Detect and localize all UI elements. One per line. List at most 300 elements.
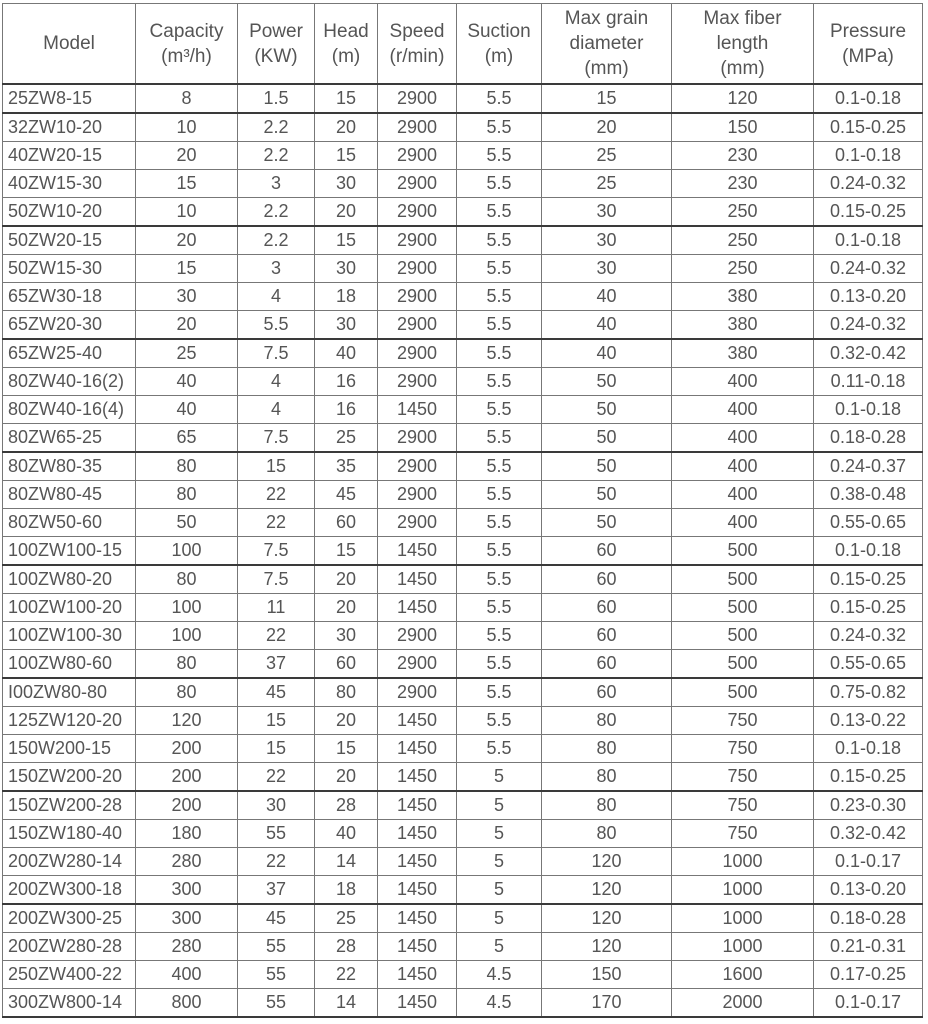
cell-capacity: 100 [136, 622, 238, 650]
cell-model: 200ZW300-25 [3, 904, 136, 933]
cell-speed: 1450 [378, 594, 457, 622]
cell-power: 37 [238, 650, 315, 679]
cell-model: 80ZW80-45 [3, 481, 136, 509]
cell-pressure: 0.13-0.20 [814, 876, 923, 905]
cell-speed: 1450 [378, 876, 457, 905]
cell-head: 14 [315, 989, 378, 1018]
cell-pressure: 0.1-0.18 [814, 735, 923, 763]
cell-capacity: 300 [136, 876, 238, 905]
cell-max-grain-diameter: 30 [542, 198, 672, 227]
pump-spec-table-container [2, 3, 923, 1018]
cell-model: 80ZW40-16(4) [3, 396, 136, 424]
cell-pressure: 0.15-0.25 [814, 594, 923, 622]
header-max-grain-diameter [542, 4, 672, 85]
table-row [3, 255, 923, 283]
cell-pressure: 0.21-0.31 [814, 933, 923, 961]
header-model [3, 4, 136, 85]
cell-speed: 1450 [378, 565, 457, 594]
cell-speed: 1450 [378, 763, 457, 792]
cell-suction: 5.5 [457, 142, 542, 170]
cell-max-fiber-length: 500 [672, 622, 814, 650]
cell-speed: 2900 [378, 311, 457, 340]
cell-model: 65ZW20-30 [3, 311, 136, 340]
cell-max-fiber-length: 500 [672, 594, 814, 622]
cell-pressure: 0.32-0.42 [814, 339, 923, 368]
cell-speed: 1450 [378, 933, 457, 961]
cell-speed: 2900 [378, 113, 457, 142]
table-row [3, 763, 923, 792]
cell-pressure: 0.38-0.48 [814, 481, 923, 509]
cell-max-fiber-length: 380 [672, 339, 814, 368]
table-row [3, 311, 923, 340]
cell-suction: 5.5 [457, 311, 542, 340]
cell-max-grain-diameter: 40 [542, 283, 672, 311]
cell-max-fiber-length: 750 [672, 735, 814, 763]
header-fiber-line-3: (mm) [720, 58, 765, 79]
cell-power: 55 [238, 933, 315, 961]
cell-pressure: 0.15-0.25 [814, 113, 923, 142]
cell-suction: 5.5 [457, 84, 542, 113]
cell-speed: 1450 [378, 989, 457, 1018]
cell-model: 50ZW20-15 [3, 226, 136, 255]
table-row [3, 509, 923, 537]
cell-power: 15 [238, 707, 315, 735]
cell-max-grain-diameter: 120 [542, 933, 672, 961]
cell-speed: 1450 [378, 735, 457, 763]
cell-capacity: 8 [136, 84, 238, 113]
cell-suction: 5.5 [457, 735, 542, 763]
cell-speed: 2900 [378, 650, 457, 679]
cell-head: 60 [315, 650, 378, 679]
cell-speed: 2900 [378, 142, 457, 170]
cell-pressure: 0.15-0.25 [814, 198, 923, 227]
table-row [3, 170, 923, 198]
table-row [3, 961, 923, 989]
cell-pressure: 0.13-0.20 [814, 283, 923, 311]
cell-suction: 5.5 [457, 170, 542, 198]
cell-max-fiber-length: 230 [672, 142, 814, 170]
cell-model: 65ZW25-40 [3, 339, 136, 368]
cell-head: 40 [315, 339, 378, 368]
table-row [3, 735, 923, 763]
cell-speed: 1450 [378, 904, 457, 933]
cell-pressure: 0.18-0.28 [814, 904, 923, 933]
cell-max-grain-diameter: 60 [542, 594, 672, 622]
cell-power: 7.5 [238, 565, 315, 594]
cell-capacity: 40 [136, 368, 238, 396]
cell-capacity: 300 [136, 904, 238, 933]
header-head [315, 4, 378, 85]
cell-max-grain-diameter: 170 [542, 989, 672, 1018]
table-row [3, 933, 923, 961]
cell-speed: 2900 [378, 678, 457, 707]
cell-power: 4 [238, 368, 315, 396]
cell-speed: 1450 [378, 961, 457, 989]
cell-capacity: 80 [136, 565, 238, 594]
cell-capacity: 100 [136, 537, 238, 566]
cell-capacity: 25 [136, 339, 238, 368]
cell-head: 28 [315, 791, 378, 820]
header-speed-line-1: Speed [389, 20, 445, 42]
cell-model: 100ZW100-30 [3, 622, 136, 650]
cell-pressure: 0.24-0.37 [814, 452, 923, 481]
cell-suction: 5 [457, 848, 542, 876]
cell-speed: 2900 [378, 226, 457, 255]
cell-head: 16 [315, 396, 378, 424]
cell-power: 45 [238, 678, 315, 707]
cell-power: 55 [238, 989, 315, 1018]
cell-pressure: 0.15-0.25 [814, 763, 923, 792]
header-max-fiber-length [672, 4, 814, 85]
cell-capacity: 80 [136, 452, 238, 481]
cell-power: 22 [238, 622, 315, 650]
cell-head: 25 [315, 904, 378, 933]
cell-speed: 1450 [378, 537, 457, 566]
cell-head: 20 [315, 198, 378, 227]
cell-head: 80 [315, 678, 378, 707]
header-pressure [814, 4, 923, 85]
cell-head: 20 [315, 594, 378, 622]
cell-power: 15 [238, 735, 315, 763]
cell-model: 100ZW80-60 [3, 650, 136, 679]
cell-max-grain-diameter: 50 [542, 396, 672, 424]
cell-capacity: 180 [136, 820, 238, 848]
cell-suction: 5.5 [457, 678, 542, 707]
cell-pressure: 0.15-0.25 [814, 565, 923, 594]
cell-max-fiber-length: 500 [672, 537, 814, 566]
header-suction-line-2: (m) [484, 45, 514, 67]
table-row [3, 650, 923, 679]
cell-capacity: 80 [136, 481, 238, 509]
cell-max-fiber-length: 250 [672, 255, 814, 283]
cell-model: 100ZW100-15 [3, 537, 136, 566]
cell-model: 300ZW800-14 [3, 989, 136, 1018]
cell-capacity: 20 [136, 226, 238, 255]
table-row [3, 226, 923, 255]
cell-max-grain-diameter: 120 [542, 848, 672, 876]
cell-model: 80ZW50-60 [3, 509, 136, 537]
cell-suction: 5.5 [457, 452, 542, 481]
cell-model: 40ZW20-15 [3, 142, 136, 170]
cell-suction: 4.5 [457, 989, 542, 1018]
table-row [3, 537, 923, 566]
cell-max-grain-diameter: 25 [542, 170, 672, 198]
header-suction-line-1: Suction [467, 20, 531, 42]
cell-max-grain-diameter: 60 [542, 537, 672, 566]
cell-pressure: 0.1-0.18 [814, 142, 923, 170]
cell-model: 150ZW180-40 [3, 820, 136, 848]
cell-max-grain-diameter: 60 [542, 650, 672, 679]
cell-capacity: 200 [136, 763, 238, 792]
cell-max-fiber-length: 400 [672, 509, 814, 537]
cell-power: 2.2 [238, 198, 315, 227]
cell-capacity: 30 [136, 283, 238, 311]
cell-speed: 1450 [378, 396, 457, 424]
header-power [238, 4, 315, 85]
cell-suction: 5.5 [457, 565, 542, 594]
cell-power: 22 [238, 481, 315, 509]
header-capacity [136, 4, 238, 85]
cell-max-fiber-length: 1000 [672, 933, 814, 961]
cell-head: 16 [315, 368, 378, 396]
cell-suction: 5.5 [457, 481, 542, 509]
cell-pressure: 0.1-0.18 [814, 396, 923, 424]
cell-model: 250ZW400-22 [3, 961, 136, 989]
cell-max-grain-diameter: 150 [542, 961, 672, 989]
table-row [3, 848, 923, 876]
cell-max-fiber-length: 380 [672, 283, 814, 311]
cell-capacity: 400 [136, 961, 238, 989]
cell-capacity: 100 [136, 594, 238, 622]
table-row [3, 113, 923, 142]
cell-suction: 5.5 [457, 707, 542, 735]
cell-suction: 5 [457, 904, 542, 933]
cell-speed: 2900 [378, 84, 457, 113]
cell-power: 5.5 [238, 311, 315, 340]
cell-capacity: 65 [136, 424, 238, 453]
cell-max-grain-diameter: 80 [542, 735, 672, 763]
cell-power: 7.5 [238, 339, 315, 368]
cell-speed: 2900 [378, 452, 457, 481]
cell-max-fiber-length: 500 [672, 678, 814, 707]
header-grain-line-1: Max grain [564, 8, 649, 29]
cell-max-fiber-length: 120 [672, 84, 814, 113]
cell-suction: 5.5 [457, 424, 542, 453]
table-row [3, 820, 923, 848]
cell-max-fiber-length: 750 [672, 763, 814, 792]
cell-power: 3 [238, 170, 315, 198]
cell-speed: 2900 [378, 424, 457, 453]
cell-capacity: 120 [136, 707, 238, 735]
cell-capacity: 280 [136, 933, 238, 961]
cell-head: 18 [315, 876, 378, 905]
table-row [3, 84, 923, 113]
cell-model: 25ZW8-15 [3, 84, 136, 113]
cell-model: 150ZW200-20 [3, 763, 136, 792]
cell-head: 18 [315, 283, 378, 311]
table-row [3, 283, 923, 311]
table-row [3, 678, 923, 707]
cell-power: 4 [238, 283, 315, 311]
cell-capacity: 10 [136, 198, 238, 227]
cell-head: 20 [315, 763, 378, 792]
header-speed [378, 4, 457, 85]
header-grain-line-2: diameter [569, 33, 644, 54]
header-capacity-line-1: Capacity [149, 20, 224, 42]
cell-max-grain-diameter: 50 [542, 452, 672, 481]
cell-head: 15 [315, 537, 378, 566]
cell-model: 150ZW200-28 [3, 791, 136, 820]
cell-suction: 5 [457, 791, 542, 820]
cell-max-fiber-length: 750 [672, 791, 814, 820]
cell-max-fiber-length: 1000 [672, 848, 814, 876]
cell-max-grain-diameter: 120 [542, 904, 672, 933]
table-row [3, 368, 923, 396]
cell-suction: 5.5 [457, 594, 542, 622]
cell-power: 11 [238, 594, 315, 622]
table-row [3, 594, 923, 622]
cell-pressure: 0.1-0.18 [814, 537, 923, 566]
cell-model: 65ZW30-18 [3, 283, 136, 311]
cell-max-fiber-length: 400 [672, 481, 814, 509]
table-row [3, 565, 923, 594]
cell-speed: 1450 [378, 848, 457, 876]
cell-suction: 5.5 [457, 537, 542, 566]
cell-max-fiber-length: 400 [672, 424, 814, 453]
header-fiber-line-2: length [716, 33, 769, 54]
pump-spec-table [2, 3, 923, 1018]
cell-max-fiber-length: 750 [672, 820, 814, 848]
cell-pressure: 0.13-0.22 [814, 707, 923, 735]
cell-suction: 5 [457, 933, 542, 961]
cell-max-fiber-length: 2000 [672, 989, 814, 1018]
cell-head: 28 [315, 933, 378, 961]
cell-max-fiber-length: 150 [672, 113, 814, 142]
cell-max-grain-diameter: 80 [542, 707, 672, 735]
cell-speed: 2900 [378, 368, 457, 396]
cell-suction: 5.5 [457, 396, 542, 424]
cell-suction: 5.5 [457, 226, 542, 255]
header-capacity-line-2: (m³/h) [161, 45, 212, 67]
table-row [3, 904, 923, 933]
cell-max-grain-diameter: 25 [542, 142, 672, 170]
cell-head: 22 [315, 961, 378, 989]
cell-power: 37 [238, 876, 315, 905]
cell-max-grain-diameter: 15 [542, 84, 672, 113]
cell-max-fiber-length: 380 [672, 311, 814, 340]
cell-head: 45 [315, 481, 378, 509]
cell-max-grain-diameter: 80 [542, 820, 672, 848]
cell-model: 100ZW80-20 [3, 565, 136, 594]
header-speed-line-2: (r/min) [389, 45, 445, 67]
cell-head: 20 [315, 113, 378, 142]
table-row [3, 481, 923, 509]
cell-pressure: 0.1-0.18 [814, 226, 923, 255]
cell-capacity: 80 [136, 678, 238, 707]
cell-head: 30 [315, 255, 378, 283]
cell-suction: 5 [457, 763, 542, 792]
cell-pressure: 0.24-0.32 [814, 311, 923, 340]
cell-model: 80ZW65-25 [3, 424, 136, 453]
cell-max-fiber-length: 400 [672, 368, 814, 396]
table-row [3, 198, 923, 227]
cell-head: 20 [315, 565, 378, 594]
cell-model: 100ZW100-20 [3, 594, 136, 622]
cell-max-grain-diameter: 50 [542, 481, 672, 509]
cell-model: I00ZW80-80 [3, 678, 136, 707]
cell-max-fiber-length: 400 [672, 396, 814, 424]
cell-pressure: 0.17-0.25 [814, 961, 923, 989]
cell-power: 2.2 [238, 113, 315, 142]
cell-power: 30 [238, 791, 315, 820]
cell-model: 50ZW15-30 [3, 255, 136, 283]
cell-capacity: 40 [136, 396, 238, 424]
cell-power: 22 [238, 509, 315, 537]
cell-speed: 2900 [378, 622, 457, 650]
cell-speed: 2900 [378, 170, 457, 198]
header-head-line-1: Head [323, 20, 369, 42]
cell-power: 15 [238, 452, 315, 481]
cell-suction: 5.5 [457, 368, 542, 396]
cell-power: 2.2 [238, 226, 315, 255]
cell-head: 15 [315, 226, 378, 255]
table-row [3, 424, 923, 453]
cell-suction: 5.5 [457, 339, 542, 368]
cell-power: 55 [238, 820, 315, 848]
cell-power: 1.5 [238, 84, 315, 113]
cell-max-grain-diameter: 80 [542, 791, 672, 820]
cell-head: 15 [315, 84, 378, 113]
cell-head: 40 [315, 820, 378, 848]
header-fiber-line-1: Max fiber [703, 8, 782, 29]
cell-suction: 5.5 [457, 113, 542, 142]
cell-pressure: 0.55-0.65 [814, 509, 923, 537]
cell-max-fiber-length: 1000 [672, 904, 814, 933]
cell-power: 2.2 [238, 142, 315, 170]
cell-speed: 2900 [378, 283, 457, 311]
cell-head: 30 [315, 622, 378, 650]
cell-speed: 1450 [378, 791, 457, 820]
table-row [3, 791, 923, 820]
cell-pressure: 0.24-0.32 [814, 255, 923, 283]
cell-power: 7.5 [238, 537, 315, 566]
cell-model: 50ZW10-20 [3, 198, 136, 227]
cell-model: 80ZW40-16(2) [3, 368, 136, 396]
cell-capacity: 15 [136, 170, 238, 198]
cell-suction: 5.5 [457, 622, 542, 650]
cell-max-grain-diameter: 60 [542, 678, 672, 707]
cell-model: 32ZW10-20 [3, 113, 136, 142]
cell-power: 22 [238, 763, 315, 792]
cell-power: 3 [238, 255, 315, 283]
cell-head: 60 [315, 509, 378, 537]
header-pressure-line-1: Pressure [829, 20, 907, 42]
cell-max-fiber-length: 500 [672, 565, 814, 594]
cell-speed: 2900 [378, 509, 457, 537]
cell-speed: 1450 [378, 707, 457, 735]
cell-head: 35 [315, 452, 378, 481]
cell-max-fiber-length: 250 [672, 198, 814, 227]
cell-capacity: 200 [136, 791, 238, 820]
cell-max-grain-diameter: 50 [542, 368, 672, 396]
cell-head: 25 [315, 424, 378, 453]
cell-max-fiber-length: 250 [672, 226, 814, 255]
cell-max-grain-diameter: 50 [542, 424, 672, 453]
table-row [3, 622, 923, 650]
cell-max-grain-diameter: 60 [542, 622, 672, 650]
header-power-line-1: Power [249, 20, 303, 42]
cell-max-grain-diameter: 60 [542, 565, 672, 594]
cell-max-fiber-length: 1600 [672, 961, 814, 989]
table-row [3, 876, 923, 905]
cell-power: 7.5 [238, 424, 315, 453]
cell-max-grain-diameter: 40 [542, 311, 672, 340]
cell-suction: 5 [457, 876, 542, 905]
cell-suction: 5.5 [457, 650, 542, 679]
cell-model: 200ZW280-14 [3, 848, 136, 876]
cell-capacity: 280 [136, 848, 238, 876]
cell-max-fiber-length: 1000 [672, 876, 814, 905]
cell-max-grain-diameter: 40 [542, 339, 672, 368]
cell-head: 15 [315, 142, 378, 170]
header-pressure-line-2: (MPa) [842, 45, 894, 67]
table-row [3, 452, 923, 481]
table-row [3, 989, 923, 1018]
cell-max-grain-diameter: 20 [542, 113, 672, 142]
cell-suction: 5.5 [457, 509, 542, 537]
cell-pressure: 0.11-0.18 [814, 368, 923, 396]
cell-max-fiber-length: 750 [672, 707, 814, 735]
